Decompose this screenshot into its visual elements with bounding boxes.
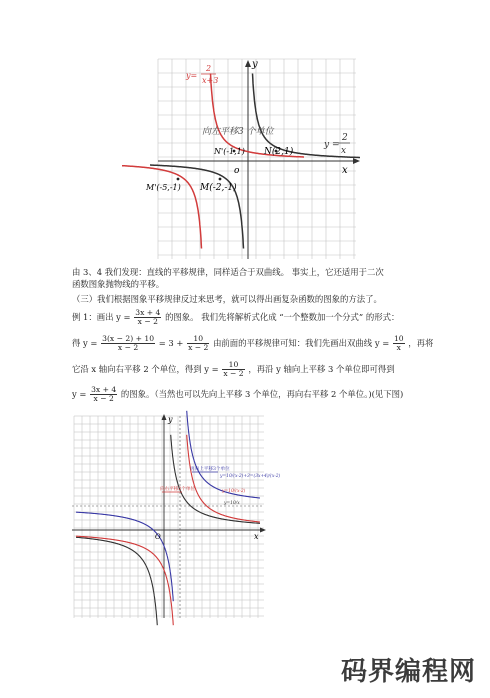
fraction xyxy=(393,335,405,352)
numerator: 3x + 4 xyxy=(135,308,161,317)
shift-label: 向左平移3 个单位 xyxy=(202,127,274,137)
blue-equation: y=10/(x-2)+3=(3x+4)/(x-2) xyxy=(220,474,281,479)
svg-text:x: x xyxy=(341,146,347,156)
red-equation: y=10/(x-2) xyxy=(222,489,246,494)
shift-right-label: 向右平移2个单位 xyxy=(160,487,196,492)
numerator: 3x + 4 xyxy=(91,385,117,394)
paragraph-observation xyxy=(72,266,432,290)
x-axis-label: x xyxy=(342,165,348,176)
origin-label: O xyxy=(155,533,161,541)
fraction xyxy=(134,309,161,326)
point-n-label: N(2,1) xyxy=(264,147,294,157)
shift-up-label: 再向上平移3个单位 xyxy=(190,467,230,472)
text-span: 的图象。（当然也可以先向上平移 3 个单位，再向右平移 2 个单位。)(见下图) xyxy=(120,389,404,399)
svg-text:y=: y= xyxy=(186,71,198,80)
fraction xyxy=(222,361,244,378)
text-span: 由前面的平移规律可知：我们先画出双曲线 y = xyxy=(213,338,390,348)
point-m-prime-label: M'(-5,-1) xyxy=(146,183,181,192)
fraction xyxy=(187,335,209,352)
numerator: 3(x − 2) + 10 xyxy=(102,334,155,343)
denominator: x − 2 xyxy=(223,369,244,378)
text-span: 的图象。 我们先将解析式化成 “一个整数加一个分式” 的形式： xyxy=(165,312,400,322)
svg-text:y =: y = xyxy=(324,140,340,150)
text-span: ，再将 xyxy=(408,338,434,348)
figure-hyperbola-shift xyxy=(116,55,364,263)
fraction xyxy=(101,335,155,352)
paragraph-line: 函数图象抛物线的平移。 xyxy=(72,279,165,289)
denominator: x − 2 xyxy=(117,343,139,352)
x-axis-arrow-icon xyxy=(353,158,360,164)
paragraph-line: 由 3、4 我们发现：直线的平移规律，同样适合于双曲线。 事实上，它还适用于二次 xyxy=(72,267,384,277)
denominator: x − 2 xyxy=(93,394,114,403)
numerator: 10 xyxy=(393,334,404,343)
origin-label: o xyxy=(234,166,240,176)
figure-translation-graph xyxy=(72,412,281,620)
point-m-label: M(-2,-1) xyxy=(200,183,237,193)
point-m-prime xyxy=(177,178,180,181)
point-n-prime-label: N'(-1,1) xyxy=(214,147,245,156)
point-m xyxy=(219,178,222,181)
x-axis-label: x xyxy=(254,532,259,541)
watermark: 码界编程网 xyxy=(340,657,476,687)
fraction xyxy=(90,386,117,403)
black-equation xyxy=(323,133,350,156)
numerator: 10 xyxy=(222,361,244,370)
y-axis-label: y xyxy=(168,415,173,424)
paragraph-method: （三）我们根据图象平移规律反过来思考，就可以得出画复杂函数的图象的方法了。 xyxy=(72,294,382,304)
text-span: 例 1：画出 y = xyxy=(72,312,131,322)
svg-text:2: 2 xyxy=(342,133,348,143)
black-equation: y=10/x xyxy=(224,501,240,506)
denominator: x xyxy=(396,343,401,352)
numerator: 10 xyxy=(187,335,209,344)
text-span: = 3 + xyxy=(158,338,184,348)
red-equation xyxy=(185,64,218,85)
y-axis-arrow-icon xyxy=(245,60,251,67)
denominator: x − 2 xyxy=(188,343,209,352)
svg-text:x+3: x+3 xyxy=(202,76,219,85)
y-axis-label: y xyxy=(252,59,258,70)
text-span: 得 y = xyxy=(72,338,98,348)
example-line-2 xyxy=(72,332,432,354)
text-span: ，再沿 y 轴向上平移 3 个单位即可得到 xyxy=(248,364,395,374)
example-line-4 xyxy=(72,383,432,405)
example-line-3 xyxy=(72,358,432,380)
text-span: y = xyxy=(72,389,87,399)
denominator: x − 2 xyxy=(137,317,158,326)
example-line-1 xyxy=(72,306,432,328)
grid xyxy=(158,59,356,259)
text-span: 它沿 x 轴向右平移 2 个单位，得到 y = xyxy=(72,364,219,374)
svg-text:2: 2 xyxy=(206,64,212,73)
